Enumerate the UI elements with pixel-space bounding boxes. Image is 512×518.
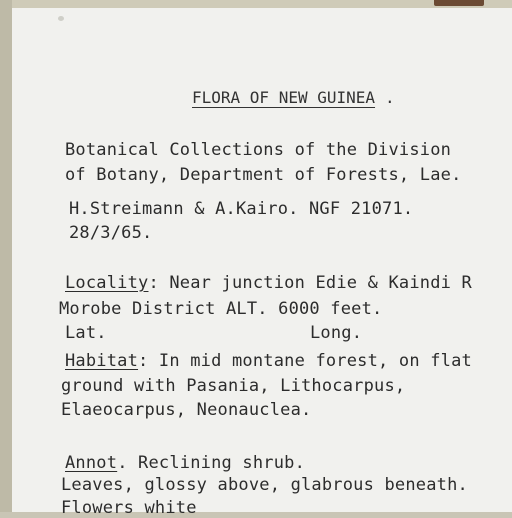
locality-label: Locality [65, 273, 149, 293]
locality-value: Near junction Edie & Kaindi R [158, 273, 472, 293]
intro-line-2: of Botany, Department of Forests, Lae. [65, 165, 462, 185]
annotation-line [65, 453, 305, 473]
annotation-label: Annot [65, 453, 118, 473]
latitude-label: Lat. [65, 323, 107, 343]
intro-line-1: Botanical Collections of the Division [65, 140, 452, 160]
longitude-label: Long. [310, 323, 363, 343]
label-title [192, 88, 395, 107]
habitat-colon: : [138, 351, 149, 371]
paper-speck [58, 16, 64, 21]
collectors-line: H.Streimann & A.Kairo. NGF 21071. [69, 199, 414, 219]
herbarium-label [12, 8, 512, 518]
habitat-line-3: Elaeocarpus, Neonauclea. [61, 400, 312, 420]
title-trailing-dot: . [385, 88, 395, 107]
annotation-line-2: Leaves, glossy above, glabrous beneath. [61, 475, 468, 495]
habitat-line [65, 351, 472, 371]
habitat-label: Habitat [65, 351, 139, 371]
mount-corner-tab [434, 0, 484, 6]
annotation-dot: . [117, 453, 128, 473]
habitat-value: In mid montane forest, on flat [148, 351, 472, 371]
sheet-left-edge [0, 0, 12, 512]
annotation-line-3: Flowers white [61, 498, 197, 518]
locality-line-2: Morobe District ALT. 6000 feet. [59, 299, 383, 319]
habitat-line-2: ground with Pasania, Lithocarpus, [61, 376, 406, 396]
locality-line [65, 273, 472, 293]
collection-date: 28/3/65. [69, 223, 153, 243]
locality-colon: : [148, 273, 159, 293]
annotation-value: Reclining shrub. [127, 453, 306, 473]
title-text: FLORA OF NEW GUINEA [192, 88, 376, 107]
